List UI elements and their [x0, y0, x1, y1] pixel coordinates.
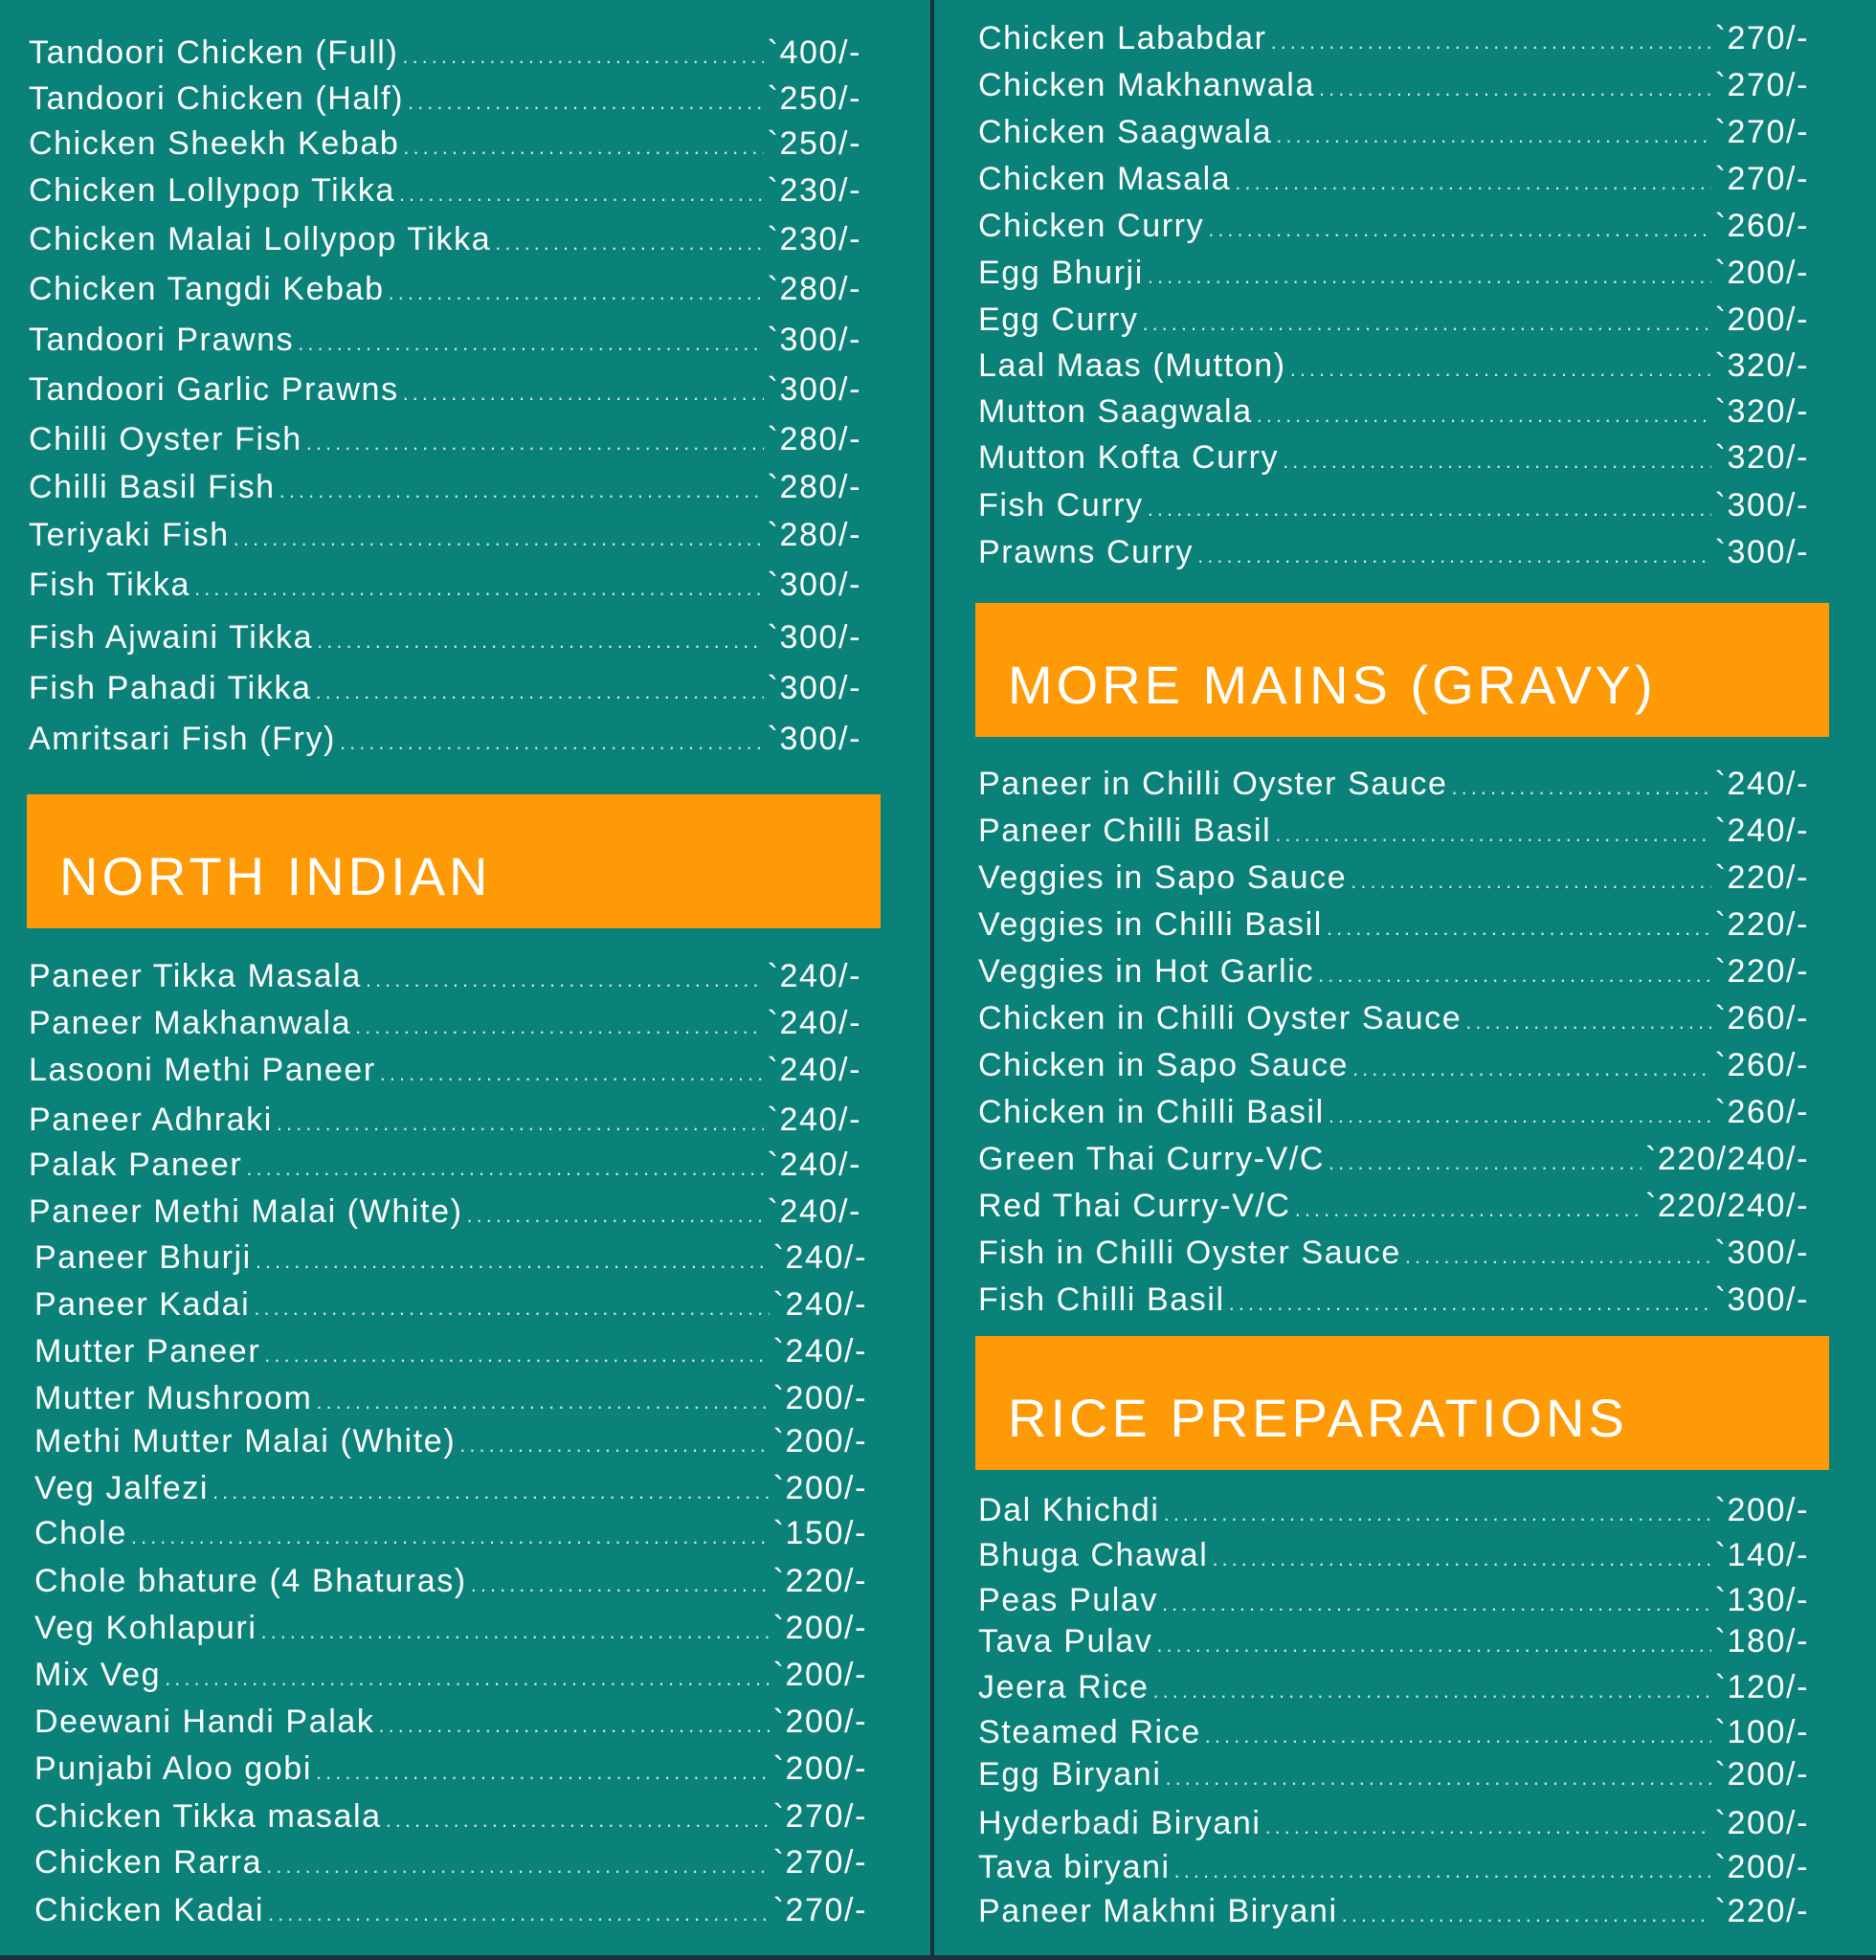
item-price: `320/- — [1714, 439, 1809, 476]
item-price: `220/- — [1714, 859, 1809, 896]
menu-item — [978, 1846, 1809, 1888]
item-price: `200/- — [1714, 1756, 1809, 1793]
dot-leader — [234, 518, 764, 560]
menu-item — [978, 1534, 1809, 1576]
item-price: `240/- — [772, 1333, 867, 1370]
menu-item — [29, 718, 861, 760]
dot-leader — [380, 1053, 764, 1095]
item-price: `240/- — [767, 958, 861, 994]
menu-item — [978, 111, 1809, 153]
menu-item — [978, 1044, 1809, 1086]
menu-item — [29, 1002, 861, 1044]
item-price: `300/- — [767, 670, 861, 706]
dot-leader — [386, 1799, 770, 1841]
item-price: `220/- — [1714, 1893, 1809, 1929]
menu-item — [29, 466, 861, 508]
item-name: Chicken Tikka masala — [34, 1798, 382, 1835]
item-name: Palak Paneer — [29, 1147, 243, 1183]
section-banner-north-indian — [27, 794, 881, 928]
item-price: `260/- — [1714, 1094, 1809, 1130]
menu-item — [34, 1748, 867, 1790]
menu-item — [978, 205, 1809, 247]
item-price: `300/- — [767, 371, 861, 408]
dot-leader — [467, 1194, 764, 1236]
dot-leader — [1229, 1282, 1711, 1325]
dot-leader — [316, 1381, 769, 1423]
dot-leader — [261, 1611, 770, 1653]
dot-leader — [355, 1006, 763, 1048]
item-price: `240/- — [1714, 766, 1809, 802]
item-price: `220/- — [772, 1563, 867, 1599]
item-name: Teriyaki Fish — [29, 517, 230, 553]
item-name: Paneer in Chilli Oyster Sauce — [978, 766, 1448, 802]
menu-item — [29, 667, 861, 709]
section-title: NORTH INDIAN — [59, 846, 492, 906]
item-name: Mix Veg — [34, 1657, 162, 1693]
item-name: Methi Mutter Malai (White) — [34, 1423, 457, 1459]
item-price: `220/240/- — [1645, 1141, 1809, 1177]
menu-item — [978, 810, 1809, 852]
dot-leader — [1148, 488, 1711, 530]
menu-item — [978, 436, 1809, 479]
dot-leader — [165, 1658, 769, 1700]
dot-leader — [399, 173, 764, 215]
menu-item — [34, 1607, 867, 1649]
dot-leader — [389, 272, 764, 314]
menu-item — [978, 158, 1809, 200]
dot-leader — [1318, 954, 1710, 996]
dot-leader — [1235, 162, 1710, 204]
item-price: `250/- — [767, 125, 861, 162]
item-price: `400/- — [767, 34, 861, 71]
item-name: Tandoori Chicken (Half) — [29, 80, 405, 117]
section-banner-more-mains — [975, 603, 1829, 737]
item-name: Chicken Lababdar — [978, 20, 1267, 56]
dot-leader — [279, 470, 764, 512]
dot-leader — [378, 1704, 769, 1747]
item-name: Paneer Makhni Biryani — [978, 1893, 1338, 1929]
item-name: Tandoori Garlic Prawns — [29, 371, 399, 408]
dot-leader — [340, 722, 764, 764]
dot-leader — [268, 1893, 770, 1935]
item-name: Paneer Kadai — [34, 1286, 251, 1323]
item-name: Tava biryani — [978, 1849, 1171, 1885]
menu-item — [29, 169, 861, 212]
dot-leader — [1276, 115, 1710, 157]
item-name: Hyderbadi Biryani — [978, 1805, 1262, 1841]
item-price: `200/- — [1714, 301, 1809, 338]
item-price: `300/- — [1714, 1235, 1809, 1271]
menu-item — [978, 299, 1809, 341]
item-name: Veggies in Chilli Basil — [978, 906, 1323, 943]
item-price: `270/- — [772, 1892, 867, 1928]
menu-item — [978, 997, 1809, 1039]
dot-leader — [403, 126, 763, 168]
item-price: `280/- — [767, 517, 861, 553]
item-price: `240/- — [767, 1102, 861, 1138]
section-title: RICE PREPARATIONS — [1008, 1388, 1628, 1448]
dot-leader — [402, 35, 763, 78]
menu-item — [34, 1889, 867, 1931]
item-name: Veg Kohlapuri — [34, 1610, 257, 1646]
item-name: Fish Pahadi Tikka — [29, 670, 312, 706]
section-title: MORE MAINS (GRAVY) — [1008, 655, 1657, 715]
item-name: Mutter Paneer — [34, 1333, 261, 1370]
menu-item — [29, 1049, 861, 1091]
item-price: `200/- — [772, 1423, 867, 1459]
menu-item — [29, 564, 861, 606]
menu-item — [978, 390, 1809, 433]
item-price: `220/240/- — [1645, 1188, 1809, 1224]
item-price: `230/- — [767, 172, 861, 209]
item-name: Peas Pulav — [978, 1582, 1158, 1618]
dot-leader — [212, 1471, 770, 1513]
dot-leader — [1329, 1095, 1711, 1137]
dot-leader — [366, 959, 764, 1001]
menu-item — [29, 218, 861, 260]
item-price: `300/- — [1714, 487, 1809, 523]
menu-item — [978, 1185, 1809, 1227]
item-name: Fish in Chilli Oyster Sauce — [978, 1235, 1401, 1271]
dot-leader — [1148, 256, 1711, 298]
dot-leader — [1165, 1757, 1710, 1799]
column-divider — [930, 0, 934, 1960]
dot-leader — [254, 1287, 769, 1329]
dot-leader — [1405, 1236, 1711, 1278]
dot-leader — [1283, 440, 1710, 482]
item-name: Red Thai Curry-V/C — [978, 1188, 1291, 1224]
menu-item — [29, 268, 861, 310]
menu-item — [34, 1701, 867, 1743]
item-price: `200/- — [1714, 255, 1809, 291]
item-name: Fish Tikka — [29, 567, 191, 603]
item-price: `100/- — [1714, 1714, 1809, 1750]
dot-leader — [194, 568, 764, 610]
dot-leader — [316, 1751, 770, 1793]
item-name: Steamed Rice — [978, 1714, 1201, 1750]
menu-item — [34, 1467, 867, 1509]
dot-leader — [1290, 348, 1711, 390]
item-name: Veggies in Sapo Sauce — [978, 859, 1348, 896]
dot-leader — [1142, 302, 1710, 345]
dot-leader — [316, 671, 764, 713]
item-price: `220/- — [1714, 906, 1809, 943]
dot-leader — [1327, 907, 1711, 949]
menu-item — [978, 1279, 1809, 1321]
item-name: Paneer Bhurji — [34, 1239, 252, 1276]
dot-leader — [1329, 1142, 1642, 1184]
dot-leader — [1271, 21, 1711, 63]
menu-item — [978, 17, 1809, 59]
menu-item — [978, 1091, 1809, 1133]
item-price: `140/- — [1714, 1537, 1809, 1573]
item-name: Prawns Curry — [978, 534, 1195, 570]
item-price: `240/- — [767, 1005, 861, 1041]
item-name: Chicken Malai Lollypop Tikka — [29, 221, 492, 257]
dot-leader — [298, 323, 763, 365]
dot-leader — [1205, 1715, 1711, 1757]
dot-leader — [408, 81, 764, 123]
dot-leader — [1275, 813, 1710, 856]
item-name: Paneer Tikka Masala — [29, 958, 362, 994]
dot-leader — [495, 222, 763, 264]
item-price: `200/- — [772, 1704, 867, 1740]
menu-item — [29, 514, 861, 556]
item-price: `240/- — [767, 1052, 861, 1088]
menu-item — [34, 1841, 867, 1883]
menu-item — [978, 1620, 1809, 1662]
menu-item — [34, 1795, 867, 1838]
menu-item — [34, 1377, 867, 1419]
dot-leader — [1351, 860, 1710, 902]
item-price: `220/- — [1714, 953, 1809, 990]
item-name: Paneer Chilli Basil — [978, 813, 1272, 849]
menu-item — [978, 1711, 1809, 1753]
dot-leader — [246, 1147, 763, 1190]
item-price: `240/- — [772, 1286, 867, 1323]
menu-item — [978, 903, 1809, 946]
menu-item — [34, 1283, 867, 1325]
item-name: Paneer Methi Malai (White) — [29, 1193, 463, 1230]
dot-leader — [1342, 1894, 1711, 1936]
item-price: `300/- — [767, 721, 861, 757]
menu-item — [978, 1579, 1809, 1621]
menu-item — [978, 1890, 1809, 1932]
dot-leader — [1153, 1670, 1711, 1712]
item-price: `270/- — [1714, 67, 1809, 103]
item-name: Chicken Masala — [978, 161, 1232, 197]
item-name: Chicken Lollypop Tikka — [29, 172, 395, 209]
item-name: Fish Ajwaini Tikka — [29, 619, 314, 656]
item-price: `260/- — [1714, 208, 1809, 244]
item-name: Mutton Saagwala — [978, 393, 1253, 430]
item-price: `300/- — [767, 322, 861, 358]
item-name: Tandoori Prawns — [29, 322, 295, 358]
item-name: Chicken Curry — [978, 208, 1205, 244]
dot-leader — [317, 620, 763, 662]
item-name: Punjabi Aloo gobi — [34, 1750, 312, 1787]
bottom-border — [0, 1955, 1876, 1960]
item-price: `260/- — [1714, 1000, 1809, 1036]
item-name: Veggies in Hot Garlic — [978, 953, 1315, 990]
item-price: `180/- — [1714, 1623, 1809, 1659]
item-name: Chicken Sheekh Kebab — [29, 125, 400, 162]
item-name: Egg Curry — [978, 301, 1139, 338]
dot-leader — [264, 1334, 769, 1376]
item-name: Chicken Saagwala — [978, 114, 1273, 150]
item-name: Mutton Kofta Curry — [978, 439, 1280, 476]
item-name: Deewani Handi Palak — [34, 1704, 375, 1740]
item-price: `240/- — [767, 1193, 861, 1230]
item-name: Tandoori Chicken (Full) — [29, 34, 399, 71]
item-name: Green Thai Curry-V/C — [978, 1141, 1326, 1177]
item-price: `300/- — [767, 619, 861, 656]
menu-item — [29, 418, 861, 460]
dot-leader — [1156, 1624, 1710, 1666]
item-name: Chilli Oyster Fish — [29, 421, 302, 457]
item-name: Jeera Rice — [978, 1669, 1150, 1705]
dot-leader — [1257, 394, 1711, 436]
menu-item — [34, 1560, 867, 1602]
item-price: `300/- — [1714, 1281, 1809, 1318]
menu-item — [34, 1236, 867, 1279]
section-banner-rice — [975, 1336, 1829, 1470]
menu-item — [29, 32, 861, 74]
dot-leader — [1162, 1583, 1711, 1625]
menu-item — [29, 122, 861, 165]
item-name: Lasooni Methi Paneer — [29, 1052, 376, 1088]
dot-leader — [256, 1240, 770, 1282]
item-price: `200/- — [772, 1610, 867, 1646]
item-name: Chicken Rarra — [34, 1844, 263, 1881]
item-name: Chicken Tangdi Kebab — [29, 271, 385, 307]
menu-item — [978, 252, 1809, 294]
dot-leader — [471, 1564, 770, 1606]
dot-leader — [131, 1516, 770, 1558]
item-price: `280/- — [767, 469, 861, 505]
item-price: `260/- — [1714, 1047, 1809, 1083]
item-name: Chilli Basil Fish — [29, 469, 276, 505]
item-price: `320/- — [1714, 347, 1809, 384]
menu-item — [34, 1654, 867, 1696]
item-price: `270/- — [772, 1844, 867, 1881]
item-name: Egg Bhurji — [978, 255, 1144, 291]
menu-item — [29, 1099, 861, 1141]
menu-item — [978, 1802, 1809, 1844]
item-price: `240/- — [772, 1239, 867, 1276]
dot-leader — [266, 1845, 769, 1887]
menu-item — [978, 1489, 1809, 1531]
menu-item — [978, 1138, 1809, 1180]
menu-item — [978, 950, 1809, 992]
item-price: `120/- — [1714, 1669, 1809, 1705]
menu-item — [34, 1420, 867, 1462]
item-price: `200/- — [772, 1657, 867, 1693]
item-name: Veg Jalfezi — [34, 1470, 210, 1506]
item-price: `200/- — [1714, 1849, 1809, 1885]
item-price: `200/- — [1714, 1492, 1809, 1528]
dot-leader — [1452, 767, 1711, 809]
item-name: Paneer Adhraki — [29, 1102, 273, 1138]
item-price: `200/- — [772, 1380, 867, 1416]
item-name: Chicken in Sapo Sauce — [978, 1047, 1350, 1083]
item-name: Fish Chilli Basil — [978, 1281, 1225, 1318]
item-price: `240/- — [767, 1147, 861, 1183]
menu-item — [29, 368, 861, 411]
item-price: `250/- — [767, 80, 861, 117]
item-price: `200/- — [772, 1750, 867, 1787]
item-name: Bhuga Chawal — [978, 1537, 1209, 1573]
item-name: Amritsari Fish (Fry) — [29, 721, 336, 757]
dot-leader — [403, 372, 764, 414]
item-price: `270/- — [1714, 20, 1809, 56]
menu-item — [29, 1144, 861, 1186]
item-name: Mutter Mushroom — [34, 1380, 313, 1416]
dot-leader — [1465, 1001, 1710, 1043]
menu-item — [978, 857, 1809, 899]
item-price: `230/- — [767, 221, 861, 257]
dot-leader — [1295, 1189, 1642, 1231]
item-price: `300/- — [767, 567, 861, 603]
menu-item — [978, 345, 1809, 387]
menu-item — [29, 955, 861, 997]
item-name: Dal Khichdi — [978, 1492, 1160, 1528]
menu-item — [29, 319, 861, 361]
dot-leader — [459, 1424, 769, 1466]
item-name: Fish Curry — [978, 487, 1144, 523]
item-price: `150/- — [772, 1515, 867, 1551]
item-name: Chicken in Chilli Oyster Sauce — [978, 1000, 1463, 1036]
menu-item — [29, 1191, 861, 1233]
item-name: Chole — [34, 1515, 127, 1551]
item-price: `200/- — [1714, 1805, 1809, 1841]
menu-item — [29, 78, 861, 120]
menu-item — [978, 1666, 1809, 1708]
item-name: Chole bhature (4 Bhaturas) — [34, 1563, 467, 1599]
menu-item — [978, 64, 1809, 106]
item-name: Laal Maas (Mutton) — [978, 347, 1286, 384]
item-name: Egg Biryani — [978, 1756, 1162, 1793]
item-name: Chicken in Chilli Basil — [978, 1094, 1325, 1130]
item-name: Chicken Kadai — [34, 1892, 265, 1928]
item-price: `270/- — [1714, 114, 1809, 150]
item-price: `270/- — [772, 1798, 867, 1835]
item-price: `300/- — [1714, 534, 1809, 570]
item-name: Tava Pulav — [978, 1623, 1153, 1659]
menu-item — [34, 1512, 867, 1554]
item-name: Paneer Makhanwala — [29, 1005, 352, 1041]
item-price: `280/- — [767, 421, 861, 457]
dot-leader — [1208, 209, 1710, 251]
item-price: `270/- — [1714, 161, 1809, 197]
menu-item — [34, 1330, 867, 1372]
menu-item — [978, 1753, 1809, 1795]
menu-item — [978, 1232, 1809, 1274]
item-name: Chicken Makhanwala — [978, 67, 1315, 103]
dot-leader — [1319, 68, 1711, 110]
dot-leader — [1352, 1048, 1711, 1090]
menu-item — [978, 484, 1809, 526]
menu-item — [978, 763, 1809, 805]
item-price: `200/- — [772, 1470, 867, 1506]
item-price: `280/- — [767, 271, 861, 307]
item-price: `240/- — [1714, 813, 1809, 849]
item-price: `320/- — [1714, 393, 1809, 430]
dot-leader — [1265, 1806, 1711, 1848]
dot-leader — [1197, 535, 1710, 577]
dot-leader — [1212, 1538, 1710, 1580]
item-price: `130/- — [1714, 1582, 1809, 1618]
dot-leader — [277, 1102, 764, 1145]
dot-leader — [1174, 1850, 1711, 1892]
menu-item — [29, 616, 861, 658]
dot-leader — [1164, 1493, 1711, 1535]
dot-leader — [306, 422, 764, 464]
menu-item — [978, 531, 1809, 573]
